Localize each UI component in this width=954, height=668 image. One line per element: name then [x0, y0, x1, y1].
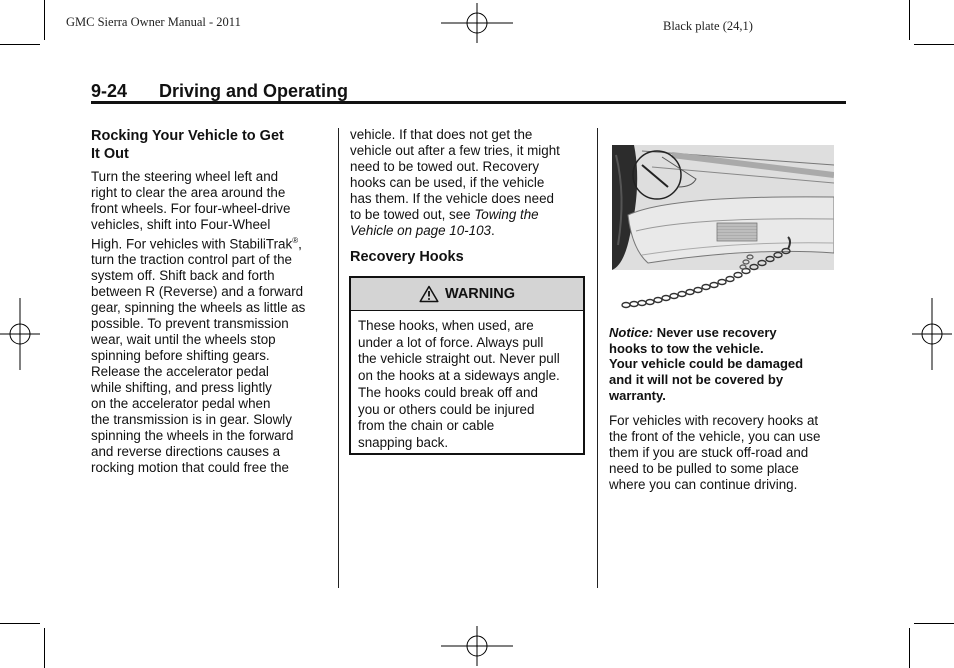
manual-title: GMC Sierra Owner Manual - 2011 — [66, 15, 241, 29]
notice-text: hooks to tow the vehicle. Your vehicle could be damaged and it will not be covered by warranty. — [609, 340, 804, 403]
plate-label: Black plate (24,1) — [663, 19, 753, 33]
page-number: 9-24 — [91, 81, 128, 101]
column-2 — [350, 127, 590, 266]
crop-mark — [44, 628, 45, 668]
page-title: Driving and Operating — [159, 81, 349, 101]
paragraph-text: , — [298, 236, 302, 252]
registration-mark-left — [0, 298, 40, 370]
column-1 — [91, 127, 331, 476]
notice — [609, 325, 849, 404]
crop-mark — [909, 628, 910, 668]
crop-mark — [914, 623, 954, 624]
warning-header — [351, 278, 583, 311]
crop-mark — [909, 0, 910, 40]
paragraph-text: . — [490, 223, 495, 238]
column-3 — [609, 325, 849, 493]
paragraph-text: vehicle. If that does not get the vehicle out after a few tries, it might need to be towed out. Recovery hooks can be used, if the vehicle has them. If the vehicle does need to be towed out, see — [350, 127, 560, 222]
body-paragraph — [350, 127, 590, 239]
column-divider — [338, 128, 339, 588]
crop-mark — [0, 623, 40, 624]
body-paragraph — [91, 169, 331, 476]
warning-text: These hooks, when used, are under a lot of force. Always pull the vehicle straight out. Never pull on the hooks at a sideways angle. The hooks could break off and you or others could be injured from the chain or cable snapping back. — [358, 318, 560, 450]
column-divider — [597, 128, 598, 588]
notice-text: Never use recovery — [656, 325, 777, 340]
section-heading: Rocking Your Vehicle to Get It Out — [91, 128, 284, 162]
warning-label: WARNING — [444, 286, 516, 302]
crop-mark — [0, 44, 40, 45]
section-heading: Recovery Hooks — [350, 249, 464, 265]
body-paragraph: For vehicles with recovery hooks at the front of the vehicle, you can use them if you are stuck off-road and need to be pulled to some place where you can continue driving. — [609, 412, 821, 492]
paragraph-text: turn the traction control part of the system off. Shift back and forth between R (Reverse) and a forward gear, spinning the wheels as little as possible. To prevent transmission wear, wait until the wheels stop spinning before shifting gears. Release the accelerator pedal while shifting, and press lightly on the accelerator pedal when the transmission is in gear. Slowly spinning the wheels in the forward and reverse directions causes a rocking motion that could free the — [91, 252, 306, 476]
notice-label: Notice: — [609, 325, 654, 340]
warning-triangle-icon — [419, 285, 439, 303]
crop-mark — [914, 44, 954, 45]
cross-reference-link[interactable]: Vehicle on page 10-103 — [350, 223, 491, 238]
header-rule — [91, 101, 846, 104]
recovery-hook-illustration — [612, 145, 834, 315]
crop-mark — [44, 0, 45, 40]
registered-mark: ® — [292, 236, 299, 245]
warning-box — [349, 276, 585, 455]
paragraph-text: Turn the steering wheel left and right to clear the area around the front wheels. For four-wheel-drive vehicles, shift into Four-Wheel High. For vehicles with StabiliTrak — [91, 169, 293, 252]
registration-mark-right — [912, 298, 952, 370]
registration-mark-bottom — [441, 626, 513, 666]
registration-mark-top — [441, 3, 513, 43]
cross-reference-link[interactable]: Towing the — [474, 207, 539, 222]
